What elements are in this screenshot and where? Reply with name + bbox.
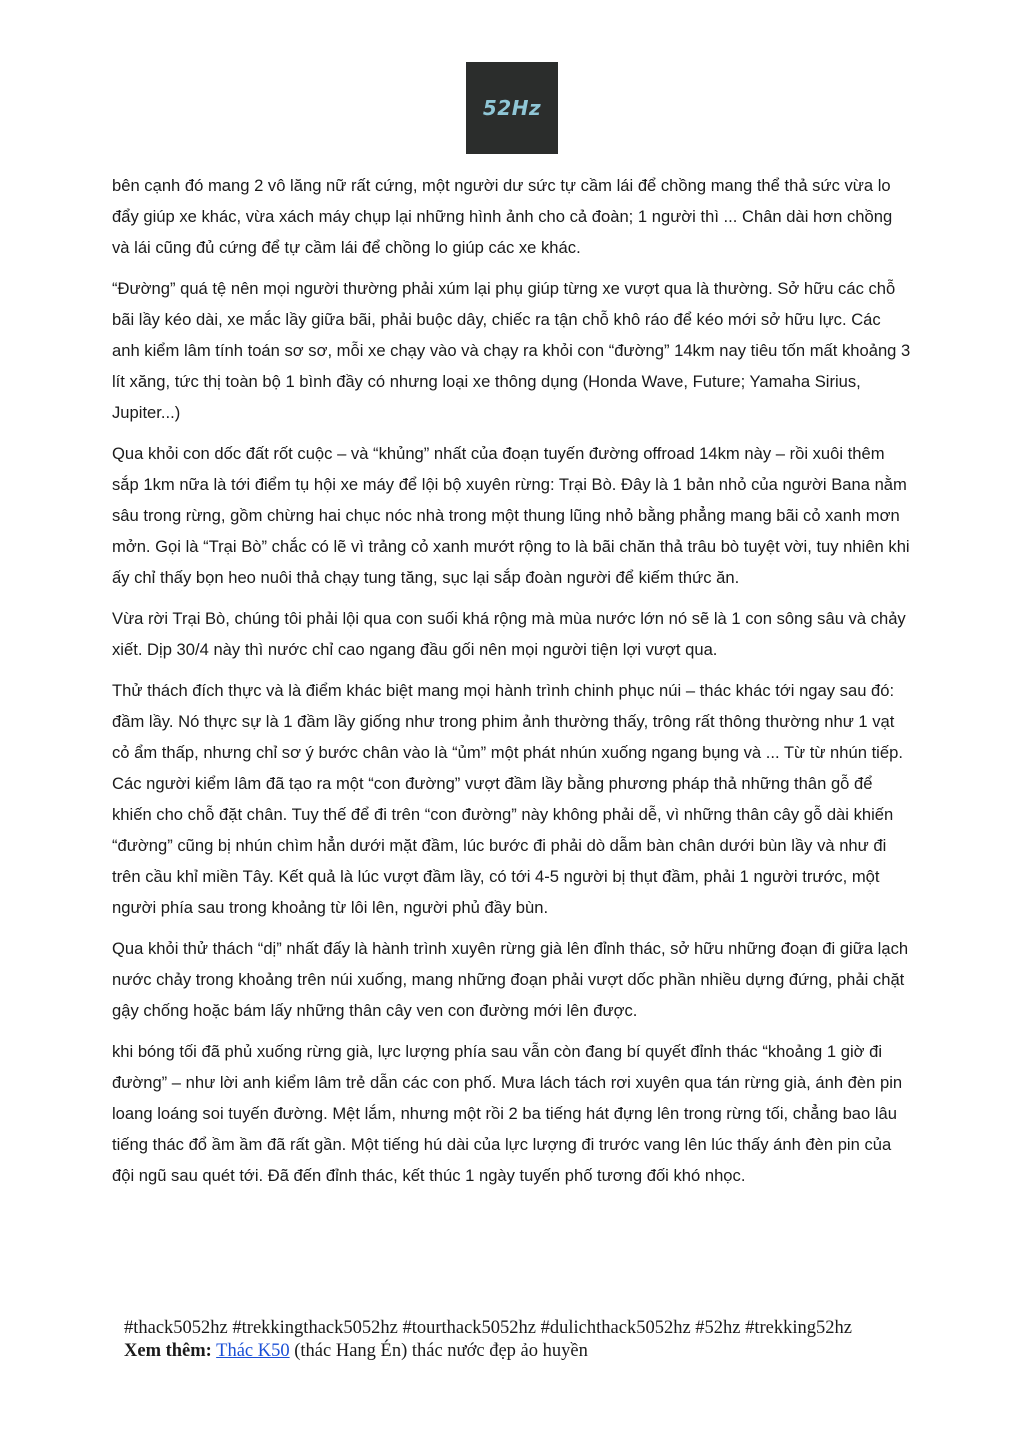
paragraph-3: Qua khỏi con dốc đất rốt cuộc – và “khủng” nhất của đoạn tuyến đường offroad 14km này – rồi xuôi thêm sắp 1km nữa là tới điểm tụ hội xe máy để lội bộ xuyên rừng: Trại Bò. Đây là 1 bản nhỏ của người Bana nằm sâu trong rừng, gồm chừng hai chục nóc nhà trong một thung lũng nhỏ bằng phẳng mang bãi cỏ xanh mơn mởn. Gọi là “Trại Bò” chắc có lẽ vì trảng cỏ xanh mướt rộng to là bãi chăn thả trâu bò tuyệt vời, tuy nhiên khi ấy chỉ thấy bọn heo nuôi thả chạy tung tăng, sục lại sắp đoàn người để kiếm thức ăn. <box>112 444 910 587</box>
footer <box>124 1317 884 1363</box>
see-more-link[interactable]: Thác K50 <box>216 1341 290 1361</box>
see-more-label: Xem thêm: <box>124 1341 212 1361</box>
see-more-line <box>124 1340 884 1363</box>
see-more-description: (thác Hang Én) thác nước đẹp ảo huyền <box>294 1341 588 1361</box>
paragraph-6: Qua khỏi thử thách “dị” nhất đấy là hành trình xuyên rừng già lên đỉnh thác, sở hữu những đoạn đi giữa lạch nước chảy trong khoảng trên núi xuống, mang những đoạn phải vượt dốc phần nhiều dựng đứng, phải chặt gậy chống hoặc bám lấy những thân cây ven con đường mới lên được. <box>112 939 909 1020</box>
paragraph-4: Vừa rời Trại Bò, chúng tôi phải lội qua con suối khá rộng mà mùa nước lớn nó sẽ là 1 con sông sâu và chảy xiết. Dịp 30/4 này thì nước chỉ cao ngang đầu gối nên mọi người tiện lợi vượt qua. <box>112 609 906 659</box>
hashtags: #thack5052hz #trekkingthack5052hz #tourthack5052hz #dulichthack5052hz #52hz #trekking52hz <box>124 1318 852 1338</box>
paragraph-5: Thử thách đích thực và là điểm khác biệt mang mọi hành trình chinh phục núi – thác khác tới ngay sau đó: đầm lầy. Nó thực sự là 1 đầm lầy giống như trong phim ảnh thường thấy, trông rất thông thường như 1 vạt cỏ ẩm thấp, nhưng chỉ sơ ý bước chân vào là “ủm” một phát nhún xuống ngang bụng và ... Từ từ nhún tiếp. Các người kiểm lâm đã tạo ra một “con đường” vượt đầm lầy bằng phương pháp thả những thân gỗ để khiến cho chỗ đặt chân. Tuy thế để đi trên “con đường” này không phải dễ, vì những thân cây gỗ dài khiến “đường” cũng bị nhún chìm hẳn dưới mặt đầm, lúc bước đi phải dò dẫm bàn chân dưới bùn lầy và như đi trên cầu khỉ miền Tây. Kết quả là lúc vượt đầm lầy, có tới 4-5 người bị thụt đầm, phải 1 người trước, một người phía sau trong khoảng từ lôi lên, người phủ đầy bùn. <box>112 681 903 917</box>
brand-logo <box>466 62 558 154</box>
paragraph-1: bên cạnh đó mang 2 vô lăng nữ rất cứng, một người dư sức tự cầm lái để chồng mang thể thả sức vừa lo đẩy giúp xe khác, vừa xách máy chụp lại những hình ảnh cho cả đoàn; 1 người thì ... Chân dài hơn chồng và lái cũng đủ cứng để tự cầm lái để chồng lo giúp các xe khác. <box>112 176 893 257</box>
paragraph-7: khi bóng tối đã phủ xuống rừng già, lực lượng phía sau vẫn còn đang bí quyết đỉnh thác “khoảng 1 giờ đi đường” – như lời anh kiểm lâm trẻ dẫn các con phố. Mưa lách tách rơi xuyên qua tán rừng già, ánh đèn pin loang loáng soi tuyến đường. Mệt lắm, nhưng một rồi 2 ba tiếng hát đựng lên trong rừng tối, chẳng bao lâu tiếng thác đổ ầm ầm đã rất gần. Một tiếng hú dài của lực lượng đi trước vang lên lúc thấy ánh đèn pin của đội ngũ sau quét tới. Đã đến đỉnh thác, kết thúc 1 ngày tuyến phố tương đối khó nhọc. <box>112 1042 903 1185</box>
logo-text: 52Hz <box>482 96 542 120</box>
article-body <box>112 170 912 1201</box>
paragraph-2: “Đường” quá tệ nên mọi người thường phải xúm lại phụ giúp từng xe vượt qua là thường. Sở hữu các chỗ bãi lầy kéo dài, xe mắc lầy giữa bãi, phải buộc dây, chiếc ra tận chỗ khô ráo để kéo mới sở hữu lực. Các anh kiểm lâm tính toán sơ sơ, mỗi xe chạy vào và chạy ra khỏi con “đường” 14km nay tiêu tốn mất khoảng 3 lít xăng, tức thị toàn bộ 1 bình đầy có nhưng loại xe thông dụng (Honda Wave, Future; Yamaha Sirius, Jupiter...) <box>112 279 911 422</box>
